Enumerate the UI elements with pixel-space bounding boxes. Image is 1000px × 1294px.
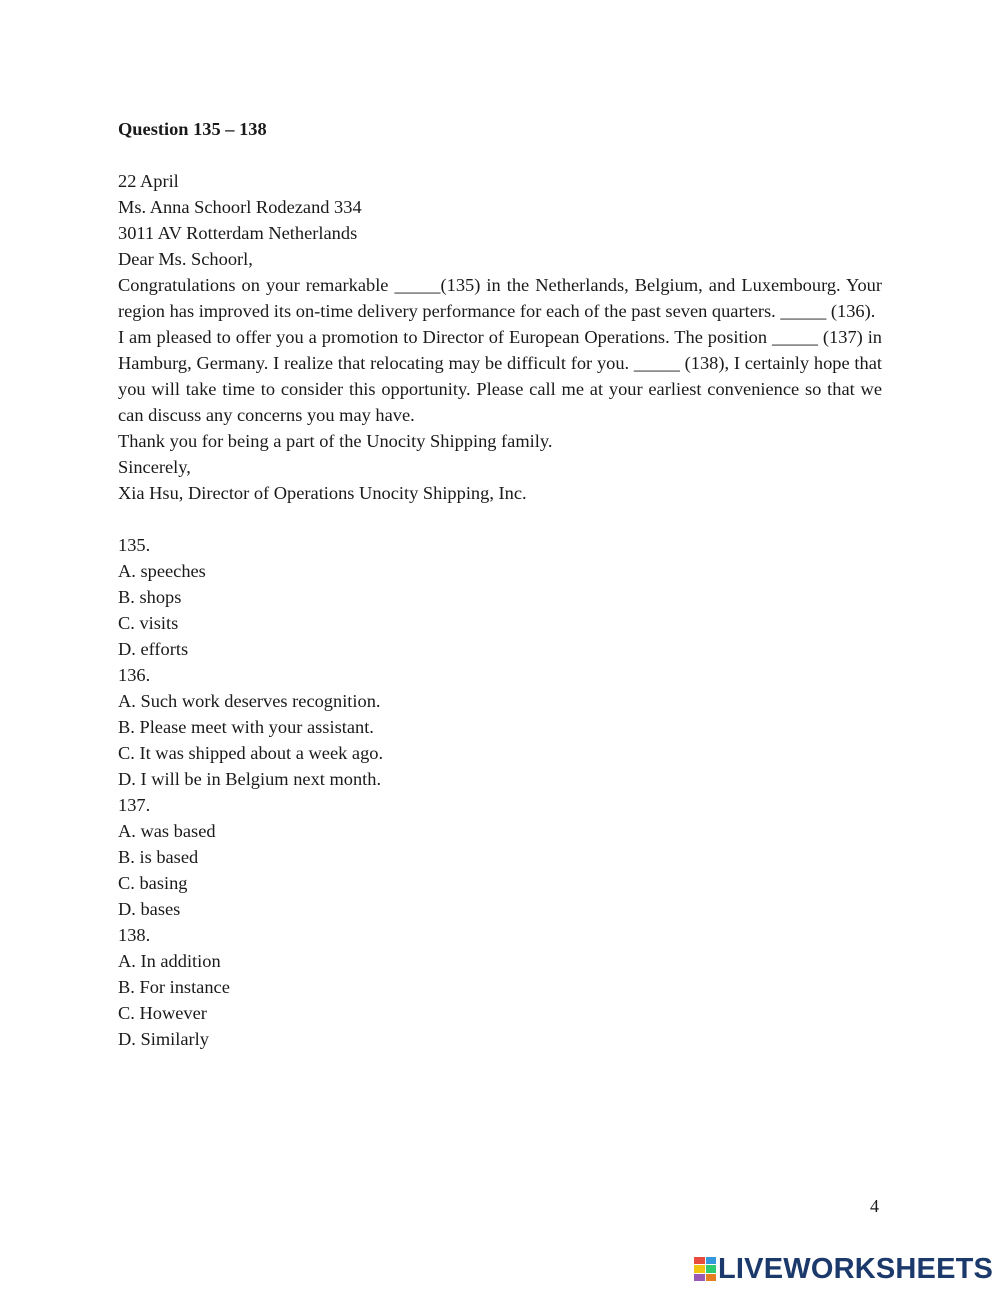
answer-option[interactable]: C. However (118, 1003, 207, 1023)
answer-option[interactable]: B. Please meet with your assistant. (118, 717, 374, 737)
logo-tile (694, 1257, 705, 1264)
page-number: 4 (870, 1196, 879, 1216)
liveworksheets-logo-icon (694, 1257, 716, 1281)
letter-greeting: Dear Ms. Schoorl, (118, 249, 253, 269)
logo-tile (706, 1274, 717, 1281)
question-number: 135. (118, 535, 151, 555)
answer-option[interactable]: B. is based (118, 847, 199, 867)
answer-option[interactable]: B. shops (118, 587, 182, 607)
question-number: 136. (118, 665, 151, 685)
letter-closing: Sincerely, (118, 457, 191, 477)
answer-option[interactable]: B. For instance (118, 977, 230, 997)
question-135 (118, 532, 882, 662)
letter-date: 22 April (118, 171, 179, 191)
logo-tile (706, 1265, 717, 1272)
letter-paragraph-2: I am pleased to offer you a promotion to Director of European Operations. The position _____ (137) in Hamburg, Germany. I realize that relocating may be difficult for you. _____ (138), I certainly hope that you will take time to consider this opportunity. Please call me at your earliest convenience so that we can discuss any concerns you may have. (118, 327, 882, 425)
logo-tile (706, 1257, 717, 1264)
letter-paragraph-1: Congratulations on your remarkable _____(135) in the Netherlands, Belgium, and Luxembourg. Your region has improved its on-time delivery performance for each of the past seven quarters. _____ (136). (118, 275, 882, 321)
letter (118, 168, 882, 506)
answer-option[interactable]: A. was based (118, 821, 216, 841)
worksheet-page (118, 116, 882, 1052)
answer-option[interactable]: C. visits (118, 613, 179, 633)
question-138 (118, 922, 882, 1052)
question-heading: Question 135 – 138 (118, 119, 267, 139)
answer-option[interactable]: D. efforts (118, 639, 189, 659)
letter-signature: Xia Hsu, Director of Operations Unocity Shipping, Inc. (118, 483, 527, 503)
answer-option[interactable]: D. bases (118, 899, 181, 919)
letter-address-line-1: Ms. Anna Schoorl Rodezand 334 (118, 197, 362, 217)
logo-tile (694, 1265, 705, 1272)
answer-option[interactable]: C. It was shipped about a week ago. (118, 743, 384, 763)
answer-option[interactable]: D. Similarly (118, 1029, 209, 1049)
answer-option[interactable]: A. In addition (118, 951, 221, 971)
question-list (118, 532, 882, 1052)
liveworksheets-brand (694, 1253, 993, 1285)
answer-option[interactable]: C. basing (118, 873, 188, 893)
question-number: 138. (118, 925, 151, 945)
brand-name: LIVEWORKSHEETS (718, 1253, 994, 1285)
answer-option[interactable]: A. Such work deserves recognition. (118, 691, 381, 711)
letter-thanks: Thank you for being a part of the Unocity Shipping family. (118, 431, 553, 451)
spacer (118, 506, 882, 532)
answer-option[interactable]: D. I will be in Belgium next month. (118, 769, 382, 789)
letter-address-line-2: 3011 AV Rotterdam Netherlands (118, 223, 358, 243)
answer-option[interactable]: A. speeches (118, 561, 206, 581)
question-137 (118, 792, 882, 922)
question-136 (118, 662, 882, 792)
question-number: 137. (118, 795, 151, 815)
logo-tile (694, 1274, 705, 1281)
spacer (118, 142, 882, 168)
